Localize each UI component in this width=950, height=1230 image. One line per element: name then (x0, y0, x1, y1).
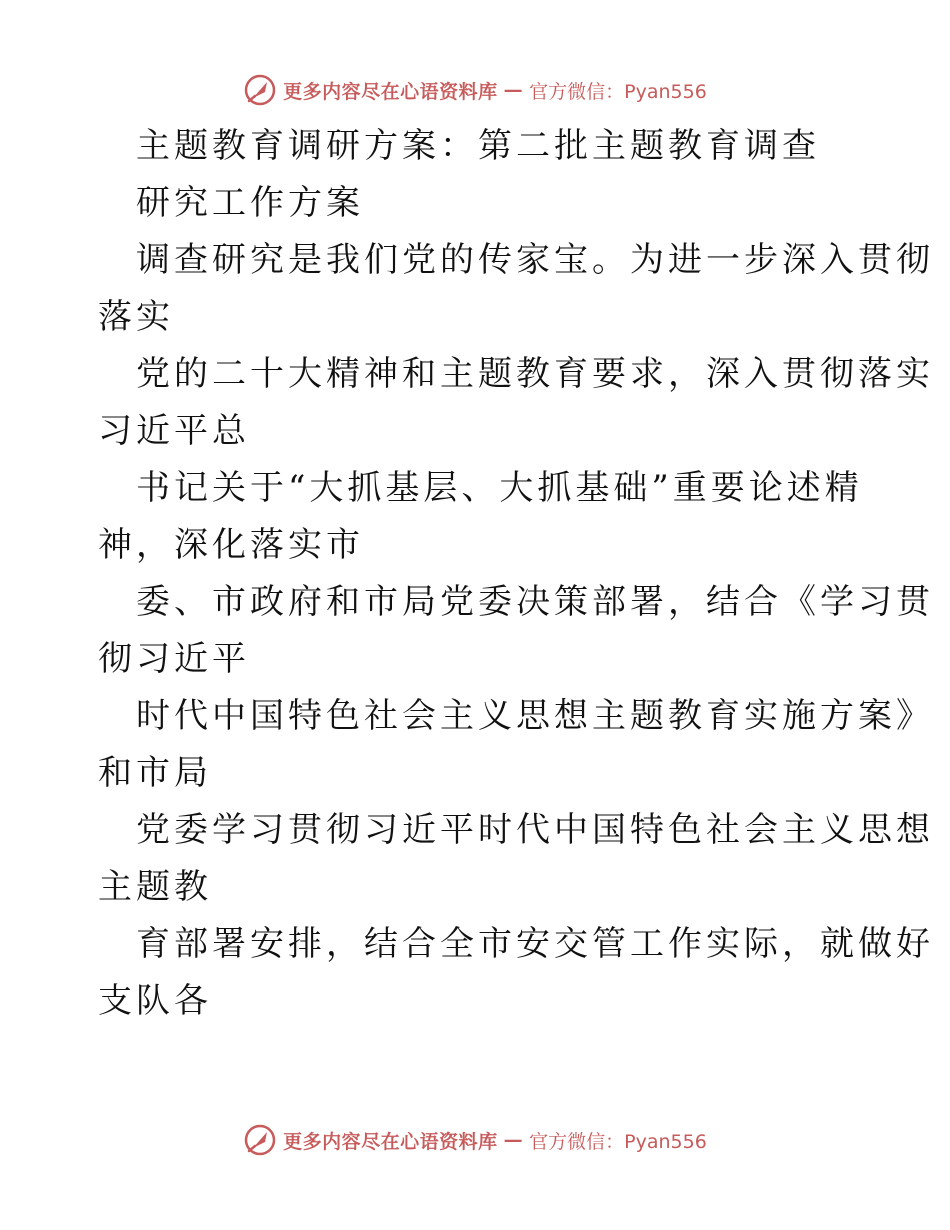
header-watermark (0, 70, 950, 110)
paragraph-line: 时代中国特色社会主义思想主题教育实施方案》 (136, 696, 934, 736)
paragraph-line: 支队各 (98, 981, 212, 1021)
title-line-2: 研究工作方案 (136, 183, 364, 223)
watermark-wechat-text: 官方微信：Pyan556 (529, 80, 707, 103)
paragraph-line: 育部署安排，结合全市安交管工作实际，就做好 (136, 924, 934, 964)
document-body (98, 118, 934, 1030)
watermark-brand-text: 更多内容尽在心语资料库 (283, 80, 498, 103)
paragraph-line: 书记关于“大抓基层、大抓基础”重要论述精 (136, 468, 863, 508)
paragraph-line: 神，深化落实市 (98, 525, 364, 565)
quill-logo-icon (243, 1123, 277, 1157)
paragraph-line: 党委学习贯彻习近平时代中国特色社会主义思想 (136, 810, 934, 850)
paragraph-line: 落实 (98, 297, 174, 337)
paragraph-line: 习近平总 (98, 411, 250, 451)
quill-logo-icon (243, 73, 277, 107)
paragraph-line: 彻习近平 (98, 639, 250, 679)
watermark-separator: — (503, 79, 524, 101)
paragraph-line: 调查研究是我们党的传家宝。为进一步深入贯彻 (136, 240, 934, 280)
title-line-1: 主题教育调研方案：第二批主题教育调查 (136, 126, 820, 166)
watermark-separator: — (503, 1129, 524, 1151)
paragraph-line: 和市局 (98, 753, 212, 793)
footer-watermark (0, 1120, 950, 1160)
watermark-wechat-text: 官方微信：Pyan556 (529, 1130, 707, 1153)
watermark-brand-text: 更多内容尽在心语资料库 (283, 1130, 498, 1153)
paragraph-line: 委、市政府和市局党委决策部署，结合《学习贯 (136, 582, 934, 622)
paragraph-line: 主题教 (98, 867, 212, 907)
paragraph-line: 党的二十大精神和主题教育要求，深入贯彻落实 (136, 354, 934, 394)
